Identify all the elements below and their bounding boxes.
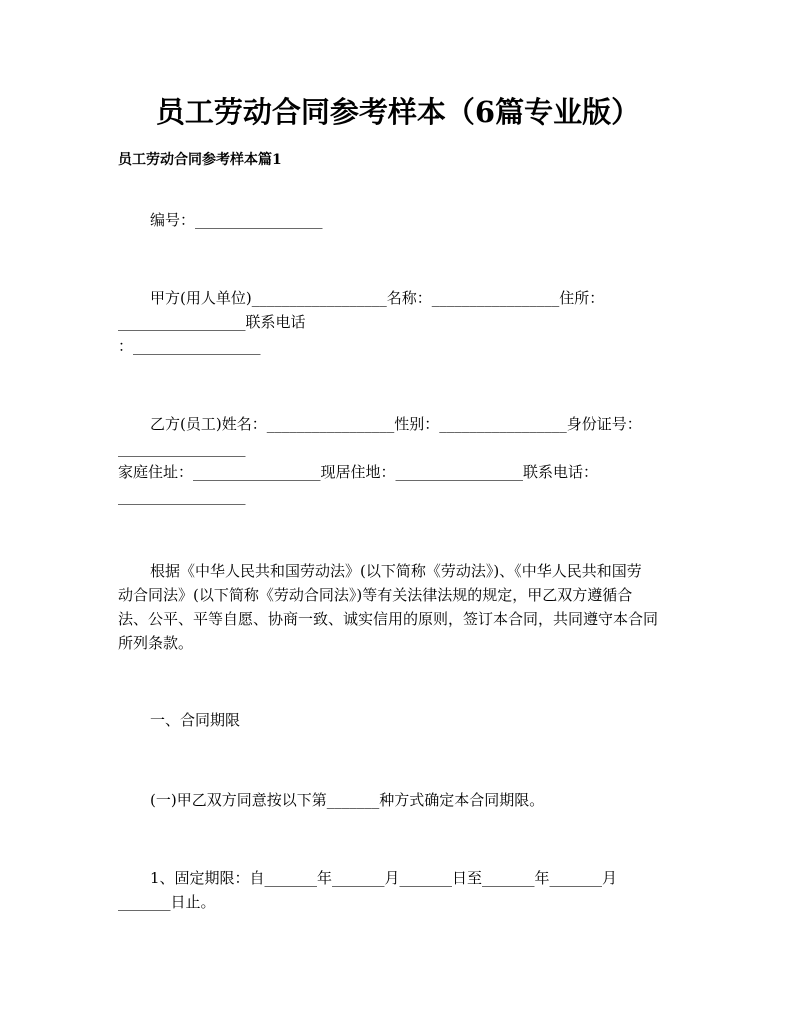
section-title-block xyxy=(118,148,680,172)
clause-1-item-1-line: 1、固定期限：自_______年_______月_______日至_______年_______月 xyxy=(150,869,618,887)
party-b-line: _________________ xyxy=(118,487,246,505)
preamble-paragraph xyxy=(118,559,680,655)
preamble-line: 根据《中华人民共和国劳动法》(以下简称《劳动法》)、《中华人民共和国劳 xyxy=(150,562,642,580)
clause-heading: 一、合同期限 xyxy=(150,711,241,729)
party-b-line: 乙方(员工)姓名：_________________性别：_________________身份证号： xyxy=(150,415,642,433)
clause-1-item-1-block xyxy=(118,866,680,914)
party-b-line: _________________ xyxy=(118,439,246,457)
party-a-line: _________________联系电话 xyxy=(118,313,306,331)
clause-1-block xyxy=(118,788,680,812)
clause-1-item-1-line: _______日止。 xyxy=(118,893,216,911)
clause-1-line: (一)甲乙双方同意按以下第_______种方式确定本合同期限。 xyxy=(150,791,545,809)
party-a-line: 甲方(用人单位)__________________名称：_________________住所： xyxy=(150,289,605,307)
contract-number-line: 编号：_________________ xyxy=(150,211,323,229)
party-a-line: ：_________________ xyxy=(118,337,261,355)
document-title: 员工劳动合同参考样本（6篇专业版） xyxy=(155,95,641,129)
clause-heading-block xyxy=(118,708,680,732)
contract-number-block xyxy=(118,208,680,232)
party-b-line: 家庭住址：_________________现居住地：_________________联系电话： xyxy=(118,463,599,481)
party-b-block xyxy=(118,412,680,508)
preamble-line: 动合同法》(以下简称《劳动合同法》)等有关法律法规的规定，甲乙双方遵循合 xyxy=(118,586,633,604)
section-title: 员工劳动合同参考样本篇1 xyxy=(118,152,282,168)
preamble-line: 所列条款。 xyxy=(118,634,194,652)
preamble-line: 法、公平、平等自愿、协商一致、诚实信用的原则，签订本合同，共同遵守本合同 xyxy=(118,610,659,628)
party-a-block xyxy=(118,286,680,358)
